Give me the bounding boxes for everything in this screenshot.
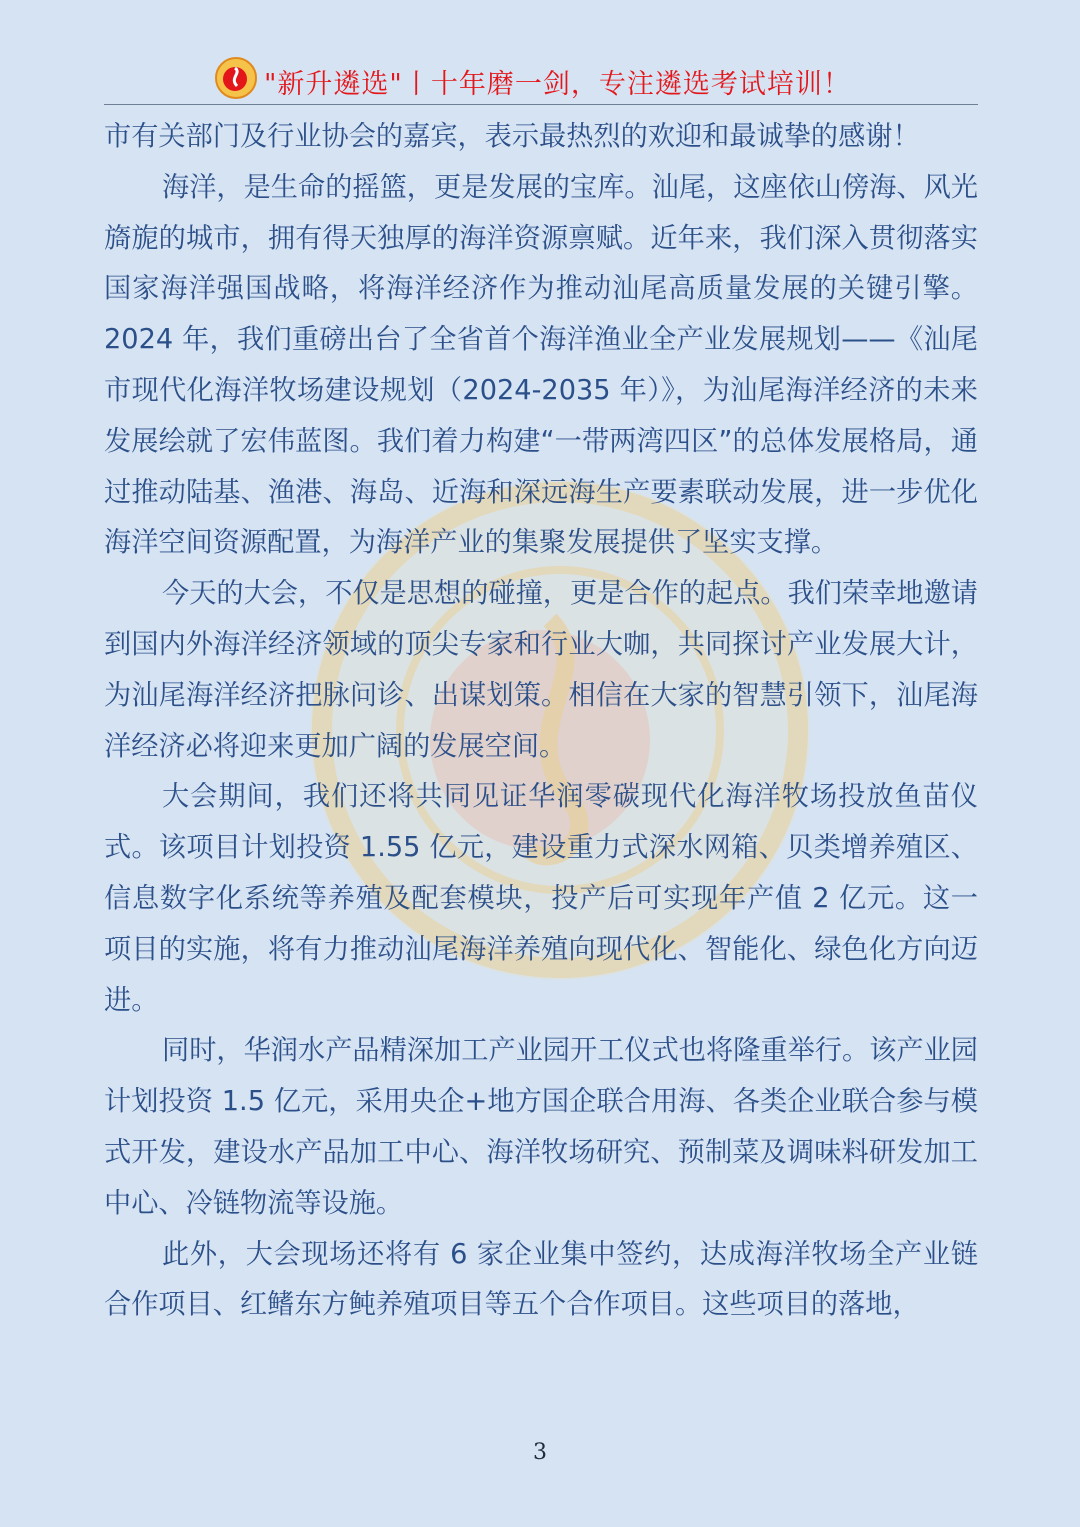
- paragraph: 大会期间，我们还将共同见证华润零碳现代化海洋牧场投放鱼苗仪式。该项目计划投资 1.55 亿元，建设重力式深水网箱、贝类增养殖区、信息数字化系统等养殖及配套模块，投产后可实现年产值 2 亿元。这一项目的实施，将有力推动汕尾海洋养殖向现代化、智能化、绿色化方向迈进。: [104, 781, 978, 1016]
- paragraph: 同时，华润水产品精深加工产业园开工仪式也将隆重举行。该产业园计划投资 1.5 亿元，采用央企+地方国企联合用海、各类企业联合参与模式开发，建设水产品加工中心、海洋牧场研究、预制菜及调味料研发加工中心、冷链物流等设施。: [104, 1035, 978, 1219]
- page-number: 3: [533, 1440, 547, 1465]
- paragraph: 今天的大会，不仅是思想的碰撞，更是合作的起点。我们荣幸地邀请到国内外海洋经济领域的顶尖专家和行业大咖，共同探讨产业发展大计，为汕尾海洋经济把脉问诊、出谋划策。相信在大家的智慧引领下，汕尾海洋经济必将迎来更加广阔的发展空间。: [104, 578, 978, 762]
- paragraph: 市有关部门及行业协会的嘉宾，表示最热烈的欢迎和最诚挚的感谢！: [104, 121, 920, 152]
- header-slogan: "新升遴选"丨十年磨一剑，专注遴选考试培训！: [264, 69, 851, 100]
- body-text: [104, 112, 978, 1331]
- logo-icon: [214, 56, 258, 100]
- paragraph: 海洋，是生命的摇篮，更是发展的宝库。汕尾，这座依山傍海、风光旖旎的城市，拥有得天独厚的海洋资源禀赋。近年来，我们深入贯彻落实国家海洋强国战略，将海洋经济作为推动汕尾高质量发展的关键引擎。2024 年，我们重磅出台了全省首个海洋渔业全产业发展规划——《汕尾市现代化海洋牧场建设规划（2024-2035 年）》，为汕尾海洋经济的未来发展绘就了宏伟蓝图。我们着力构建“一带两湾四区”的总体发展格局，通过推动陆基、渔港、海岛、近海和深远海生产要素联动发展，进一步优化海洋空间资源配置，为海洋产业的集聚发展提供了坚实支撑。: [104, 171, 978, 559]
- page-header: [104, 54, 978, 105]
- paragraph: 此外，大会现场还将有 6 家企业集中签约，达成海洋牧场全产业链合作项目、红鳍东方鲀养殖项目等五个合作项目。这些项目的落地，: [104, 1238, 978, 1321]
